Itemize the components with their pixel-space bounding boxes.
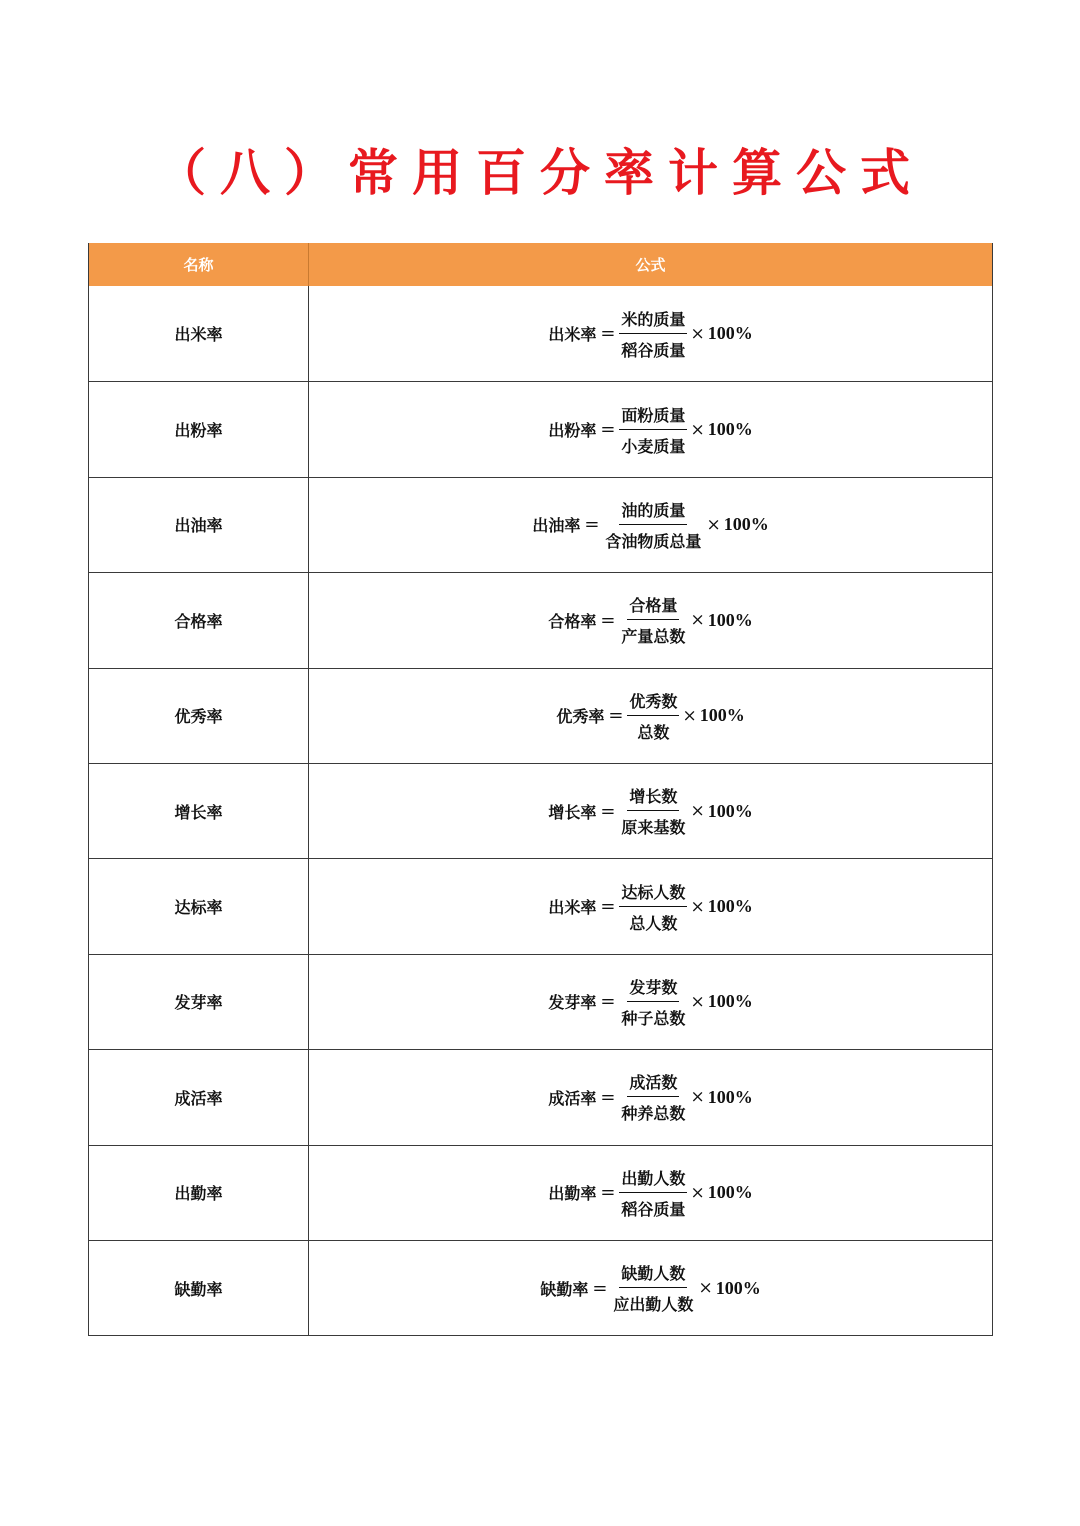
formula-lhs: 出米率 (548, 325, 597, 345)
numerator: 达标人数 (619, 880, 687, 907)
denominator: 总人数 (629, 913, 678, 933)
fraction (611, 1261, 695, 1315)
denominator: 稻谷质量 (621, 340, 686, 360)
formula-table (88, 243, 993, 1336)
formula-lhs: 缺勤率 (540, 1279, 589, 1299)
formula-cell (309, 1050, 992, 1144)
table-row (89, 1240, 992, 1335)
times-sign: × (690, 610, 705, 631)
percent-value: 100% (699, 705, 745, 726)
table-row (89, 1145, 992, 1240)
fraction (603, 498, 703, 552)
table-row (89, 858, 992, 953)
percent-value: 100% (723, 514, 769, 535)
formula (548, 1166, 752, 1220)
fraction (619, 880, 687, 934)
times-sign: × (690, 1087, 705, 1108)
formula-lhs: 出勤率 (548, 1184, 597, 1204)
numerator: 增长数 (627, 784, 679, 811)
denominator: 产量总数 (621, 627, 686, 647)
rate-name: 出米率 (89, 286, 309, 381)
percent-value: 100% (715, 1277, 761, 1298)
formula-cell (309, 573, 992, 667)
times-sign: × (690, 801, 705, 822)
percent-value: 100% (707, 609, 753, 630)
table-row (89, 954, 992, 1049)
formula-cell (309, 478, 992, 572)
equals-sign: = (608, 705, 624, 727)
formula (540, 1261, 760, 1315)
fraction (619, 1166, 687, 1220)
formula-cell (309, 286, 992, 381)
table-header (89, 243, 992, 286)
times-sign: × (690, 896, 705, 917)
formula-lhs: 增长率 (548, 802, 597, 822)
numerator: 发芽数 (627, 975, 679, 1002)
rate-name: 缺勤率 (89, 1241, 309, 1335)
formula-cell (309, 382, 992, 476)
equals-sign: = (600, 800, 616, 822)
formula-lhs: 优秀率 (556, 707, 605, 727)
formula (532, 498, 768, 552)
rate-name: 成活率 (89, 1050, 309, 1144)
percent-value: 100% (707, 896, 753, 917)
formula-lhs: 出油率 (532, 516, 581, 536)
denominator: 应出勤人数 (613, 1295, 694, 1315)
equals-sign: = (600, 419, 616, 441)
table-row (89, 1049, 992, 1144)
fraction (619, 593, 687, 647)
page-title: （八）常用百分率计算公式 (156, 144, 924, 202)
times-sign: × (690, 323, 705, 344)
numerator: 油的质量 (619, 498, 687, 525)
header-name: 名称 (89, 243, 309, 286)
equals-sign: = (600, 991, 616, 1013)
rate-name: 达标率 (89, 859, 309, 953)
rate-name: 优秀率 (89, 669, 309, 763)
table-body (89, 286, 992, 1335)
denominator: 种子总数 (621, 1008, 686, 1028)
denominator: 种养总数 (621, 1104, 686, 1124)
table-row (89, 477, 992, 572)
header-formula: 公式 (635, 256, 666, 274)
times-sign: × (698, 1278, 713, 1299)
table-row (89, 668, 992, 763)
fraction (627, 689, 679, 743)
formula (548, 1070, 752, 1124)
numerator: 面粉质量 (619, 403, 687, 430)
fraction (619, 403, 687, 457)
formula-lhs: 成活率 (548, 1088, 597, 1108)
formula-lhs: 出米率 (548, 898, 597, 918)
table-row (89, 572, 992, 667)
times-sign: × (690, 1182, 705, 1203)
equals-sign: = (584, 514, 600, 536)
table-row (89, 286, 992, 381)
equals-sign: = (600, 1086, 616, 1108)
numerator: 优秀数 (627, 689, 679, 716)
formula (548, 593, 752, 647)
formula-cell (309, 955, 992, 1049)
denominator: 小麦质量 (621, 436, 686, 456)
fraction (619, 307, 687, 361)
formula-lhs: 发芽率 (548, 993, 597, 1013)
rate-name: 发芽率 (89, 955, 309, 1049)
numerator: 缺勤人数 (619, 1261, 687, 1288)
formula (548, 403, 752, 457)
numerator: 出勤人数 (619, 1166, 687, 1193)
formula (548, 784, 752, 838)
formula-cell (309, 859, 992, 953)
percent-value: 100% (707, 1182, 753, 1203)
equals-sign: = (600, 1182, 616, 1204)
rate-name: 出粉率 (89, 382, 309, 476)
formula (548, 880, 752, 934)
formula-cell (309, 1241, 992, 1335)
rate-name: 出勤率 (89, 1146, 309, 1240)
formula-lhs: 出粉率 (548, 421, 597, 441)
table-row (89, 381, 992, 476)
fraction (619, 1070, 687, 1124)
numerator: 合格量 (627, 593, 679, 620)
times-sign: × (682, 705, 697, 726)
table-row (89, 763, 992, 858)
formula-cell (309, 669, 992, 763)
rate-name: 出油率 (89, 478, 309, 572)
formula-cell (309, 1146, 992, 1240)
equals-sign: = (600, 896, 616, 918)
percent-value: 100% (707, 1086, 753, 1107)
formula-lhs: 合格率 (548, 611, 597, 631)
rate-name: 增长率 (89, 764, 309, 858)
fraction (619, 784, 687, 838)
denominator: 稻谷质量 (621, 1199, 686, 1219)
percent-value: 100% (707, 800, 753, 821)
percent-value: 100% (707, 419, 753, 440)
equals-sign: = (600, 323, 616, 345)
times-sign: × (690, 419, 705, 440)
denominator: 含油物质总量 (605, 531, 702, 551)
numerator: 米的质量 (619, 307, 687, 334)
rate-name: 合格率 (89, 573, 309, 667)
equals-sign: = (592, 1277, 608, 1299)
formula-cell (309, 764, 992, 858)
equals-sign: = (600, 609, 616, 631)
percent-value: 100% (707, 991, 753, 1012)
denominator: 原来基数 (621, 818, 686, 838)
formula (548, 975, 752, 1029)
numerator: 成活数 (627, 1070, 679, 1097)
formula (548, 307, 752, 361)
percent-value: 100% (707, 323, 753, 344)
times-sign: × (690, 991, 705, 1012)
formula (556, 689, 744, 743)
fraction (619, 975, 687, 1029)
times-sign: × (706, 514, 721, 535)
denominator: 总数 (637, 722, 670, 742)
